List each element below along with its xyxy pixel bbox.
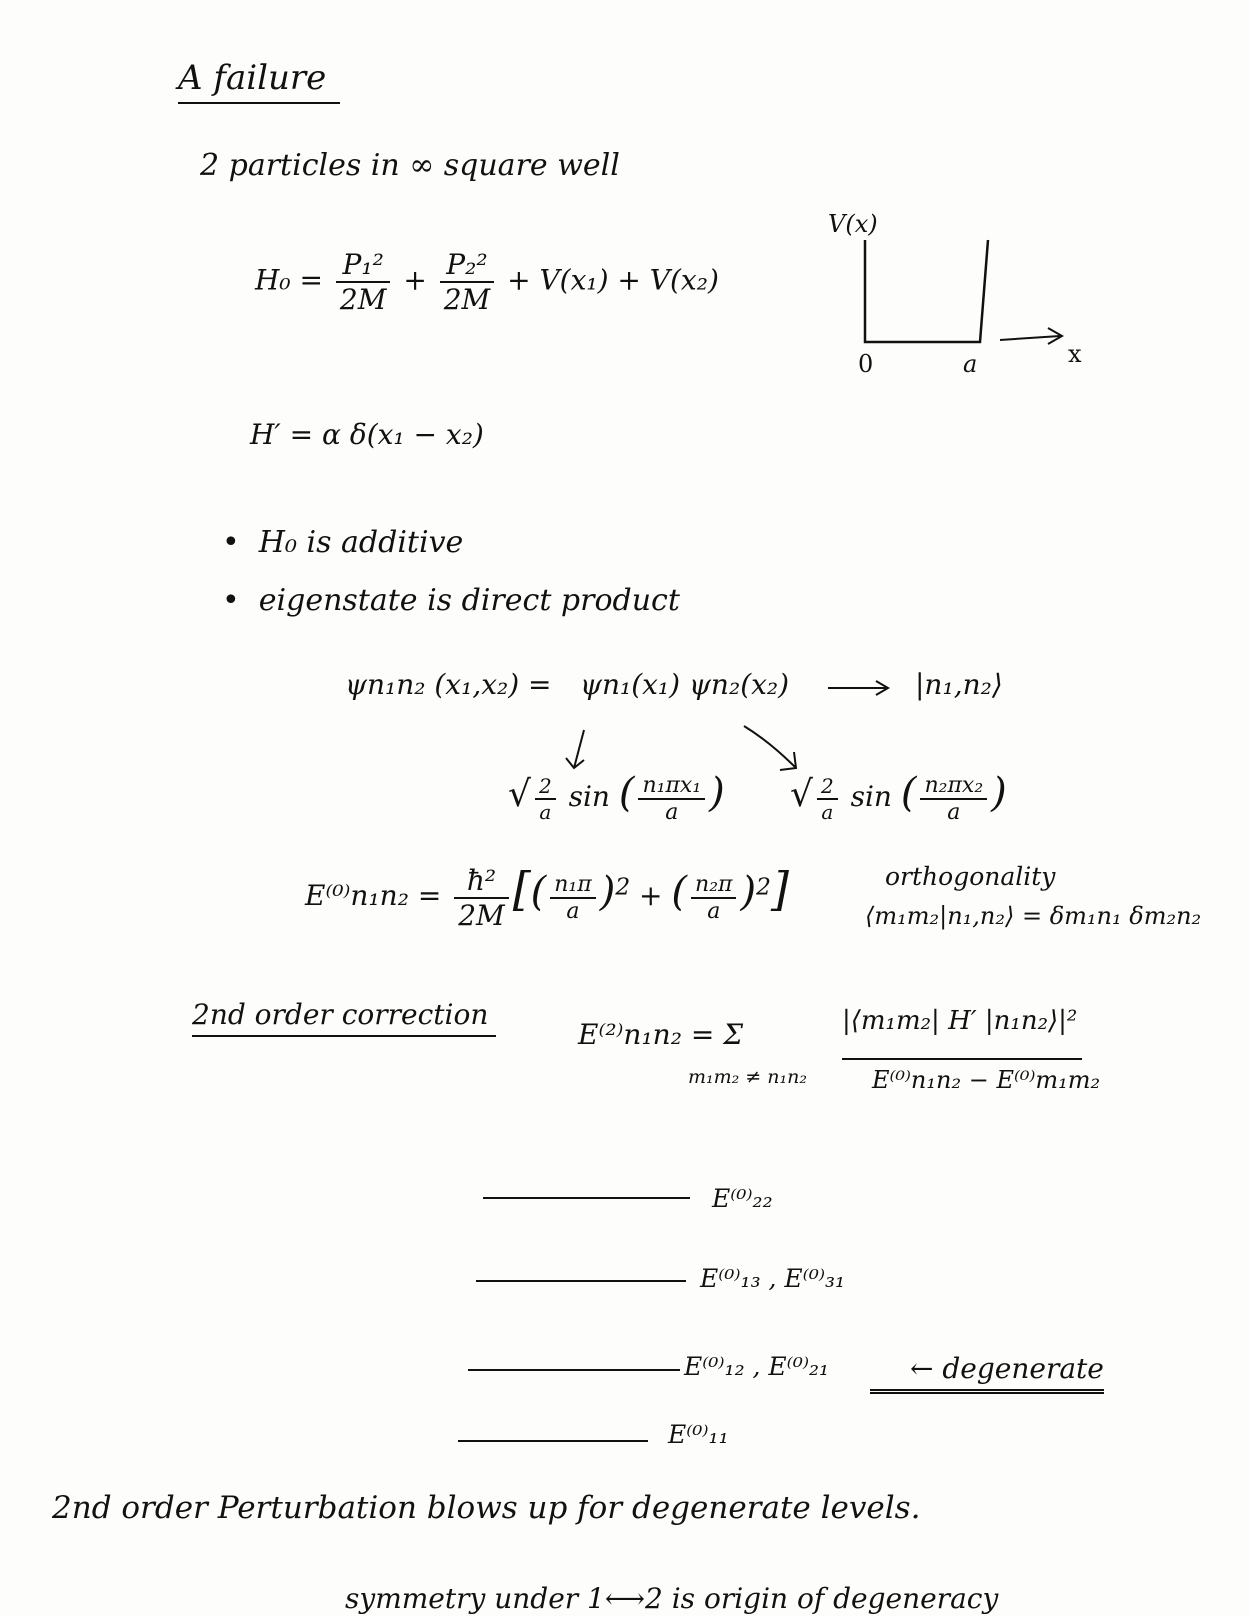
- well-ylabel: V(x): [828, 210, 878, 238]
- paren-close: ): [599, 869, 616, 915]
- bullet-dot: •: [222, 525, 259, 560]
- energy-level-line-12: [468, 1369, 680, 1371]
- orthogonality-equation: ⟨m₁m₂|n₁,n₂⟩ = δm₁n₁ δm₂n₂: [865, 902, 1202, 930]
- paren-open: (: [900, 770, 917, 816]
- denominator: a: [821, 799, 834, 824]
- orthogonality-label: orthogonality: [885, 862, 1056, 891]
- arrow-to-ket: [828, 678, 898, 698]
- page-title: A failure: [178, 58, 340, 104]
- h0-potential-terms: + V(x₁) + V(x₂): [507, 263, 719, 297]
- denominator: a: [947, 799, 961, 825]
- paren-open: (: [530, 869, 547, 915]
- energy-level-label-22: E⁽⁰⁾₂₂: [712, 1184, 773, 1213]
- paren-close: ): [709, 770, 725, 816]
- sin-function: sin: [568, 780, 610, 813]
- bracket-open: [: [512, 862, 531, 916]
- term2-fraction: [691, 872, 736, 924]
- p2-denominator: 2M: [443, 283, 491, 316]
- energy-level-line-22: [483, 1197, 690, 1199]
- sin-argument: [920, 773, 987, 825]
- two-over-a: [817, 774, 838, 824]
- sin-right-expression: [790, 770, 1007, 825]
- paren-close: ): [740, 869, 757, 915]
- second-order-label: 2nd order correction: [192, 998, 496, 1037]
- energy-level-line-13: [476, 1280, 686, 1282]
- square-exponent: 2: [756, 872, 771, 901]
- p1-denominator: 2M: [339, 283, 387, 316]
- h0-equation: [255, 248, 719, 316]
- paren-close: ): [991, 770, 1007, 816]
- energy-equation: E⁽⁰⁾n₁n₂ = $\frac{\text{ħ²}}{2M}$ [( $\frac{\text{n₁π}}{a}$ )$^2$ + ( $\frac{\text{n₂π}}{a}$ )$^2$]: [305, 862, 789, 932]
- term1-fraction: [550, 872, 595, 924]
- wavefunction-lhs: ψn₁n₂ (x₁,x₂) =: [345, 668, 552, 701]
- ket-notation: |n₁,n₂⟩: [915, 668, 1003, 701]
- second-order-numerator: |⟨m₁m₂| H′ |n₁n₂⟩|²: [842, 1006, 1078, 1036]
- energy-lhs: E⁽⁰⁾n₁n₂ =: [305, 879, 442, 912]
- sin-argument: [638, 773, 705, 825]
- sin-left-expression: [508, 770, 725, 825]
- energy-level-line-11: [458, 1440, 648, 1442]
- numerator: 2: [535, 774, 556, 800]
- square-exponent: 2: [615, 872, 631, 901]
- second-order-denominator: E⁽⁰⁾n₁n₂ − E⁽⁰⁾m₁m₂: [872, 1066, 1101, 1094]
- bullet-dot: •: [222, 583, 259, 618]
- numerator: 2: [817, 774, 838, 800]
- hbar-over-2m: [454, 864, 508, 932]
- p1-numerator: P₁²: [336, 248, 390, 283]
- well-xlabel: x: [1068, 340, 1082, 368]
- numerator: n₁πx₁: [638, 773, 705, 800]
- two-over-a: [535, 774, 556, 824]
- p1-fraction: [336, 248, 390, 316]
- p2-fraction: [440, 248, 494, 316]
- numerator: n₂π: [691, 872, 736, 899]
- sin-function: sin: [850, 780, 892, 813]
- bracket-close: ]: [770, 862, 789, 916]
- denominator: a: [539, 799, 552, 824]
- h0-lhs: H₀ =: [255, 263, 324, 297]
- p2-numerator: P₂²: [440, 248, 494, 283]
- second-order-sum-subscript: m₁m₂ ≠ n₁n₂: [688, 1066, 807, 1088]
- bullet-direct-product: [222, 583, 680, 618]
- numerator: ħ²: [454, 864, 508, 899]
- bullet-text: eigenstate is direct product: [258, 583, 680, 618]
- plus-sign: +: [403, 263, 427, 297]
- second-order-fraction-bar: [842, 1058, 1082, 1060]
- paren-open: (: [618, 770, 635, 816]
- denominator: 2M: [458, 898, 505, 932]
- denominator: a: [665, 799, 679, 825]
- conclusion-text: 2nd order Perturbation blows up for degenerate levels.: [52, 1490, 921, 1526]
- energy-level-label-11: E⁽⁰⁾₁₁: [668, 1420, 729, 1449]
- numerator: n₁π: [550, 872, 595, 899]
- degenerate-label: ← degenerate: [870, 1352, 1104, 1394]
- paren-open: (: [671, 869, 688, 915]
- denominator: a: [707, 898, 721, 924]
- wavefunction-rhs: ψn₁(x₁) ψn₂(x₂): [580, 668, 790, 701]
- well-origin-label: 0: [858, 350, 874, 378]
- energy-level-label-12: E⁽⁰⁾₁₂ , E⁽⁰⁾₂₁: [684, 1352, 830, 1381]
- numerator: n₂πx₂: [920, 773, 987, 800]
- subtitle: 2 particles in ∞ square well: [200, 148, 620, 183]
- perturbation-hamiltonian: H′ = α δ(x₁ − x₂): [250, 418, 484, 451]
- footer-partial-text: symmetry under 1⟷2 is origin of degeneracy: [345, 1582, 999, 1615]
- well-a-label: a: [963, 350, 978, 378]
- bullet-text: H₀ is additive: [258, 525, 464, 560]
- energy-level-label-13: E⁽⁰⁾₁₃ , E⁽⁰⁾₃₁: [700, 1264, 846, 1293]
- denominator: a: [566, 898, 580, 924]
- bullet-additive: [222, 525, 463, 560]
- sqrt-symbol: √: [508, 774, 531, 815]
- second-order-lhs: E⁽²⁾n₁n₂ = Σ: [578, 1018, 743, 1051]
- sqrt-symbol: √: [790, 774, 813, 815]
